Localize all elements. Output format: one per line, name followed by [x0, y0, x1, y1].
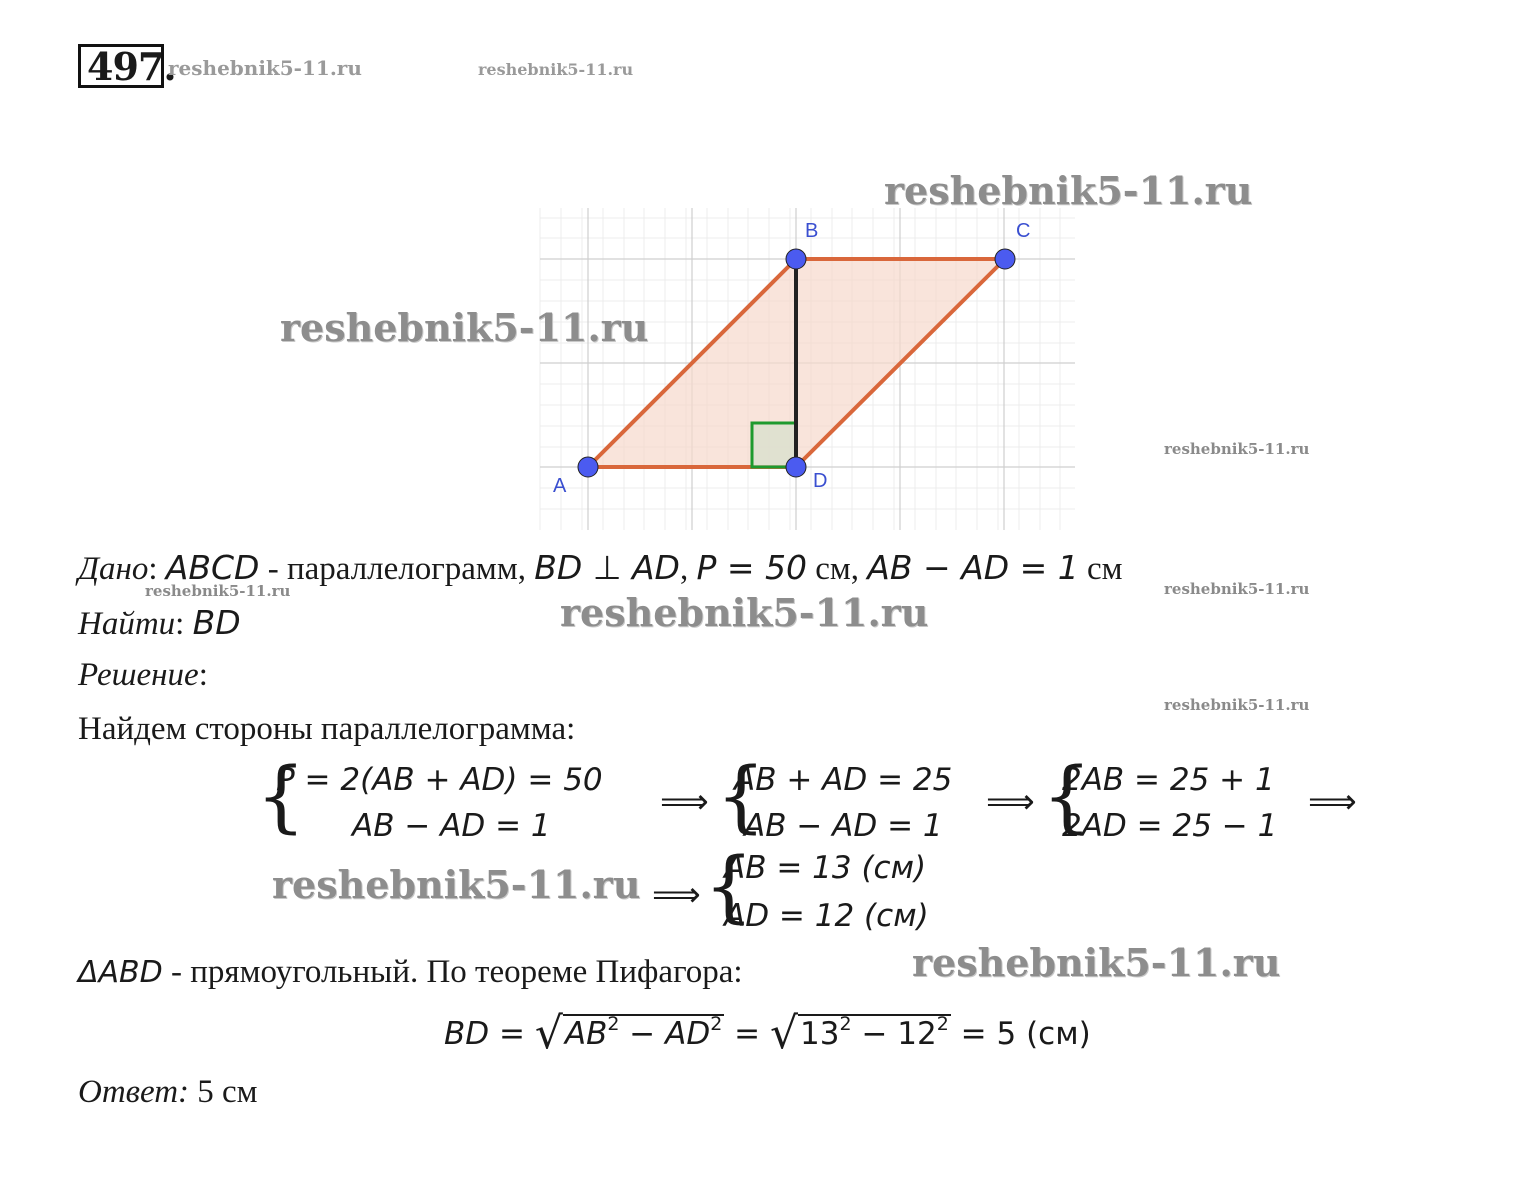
- sqrt-1: [535, 1008, 724, 1059]
- formula-eq: =: [724, 1016, 770, 1052]
- system4-row1: AB = 13 (см): [724, 850, 927, 886]
- label-c: C: [1016, 220, 1031, 242]
- watermark: reshebnik5-11.ru: [560, 590, 929, 635]
- sqrt-2: [770, 1008, 951, 1059]
- formula-13: 13: [800, 1016, 840, 1052]
- watermark: reshebnik5-11.ru: [168, 56, 362, 80]
- brace-3: {: [1042, 752, 1092, 842]
- watermark: reshebnik5-11.ru: [478, 60, 634, 79]
- exp-3: 2: [839, 1013, 852, 1035]
- system2-row2: AB − AD = 1: [744, 808, 943, 844]
- answer-value: 5 см: [189, 1074, 258, 1110]
- point-b: [786, 249, 806, 269]
- point-d: [786, 457, 806, 477]
- exp-1: 2: [607, 1013, 620, 1035]
- exp-4: 2: [936, 1013, 949, 1035]
- point-a: [578, 457, 598, 477]
- brace-2: {: [716, 752, 766, 842]
- exp-2: 2: [710, 1013, 723, 1035]
- watermark: reshebnik5-11.ru: [1164, 440, 1310, 458]
- parallelogram-figure: [530, 200, 1090, 530]
- triangle-text: - прямоугольный. По теореме Пифагора:: [162, 954, 743, 990]
- triangle-line: [78, 954, 743, 991]
- given-cm1: см,: [807, 551, 868, 587]
- find-value: BD: [192, 603, 241, 642]
- given-perp: BD ⊥ AD: [534, 548, 680, 587]
- problem-number: 497.: [78, 44, 164, 88]
- find-colon: :: [175, 606, 193, 642]
- answer-line: [78, 1074, 258, 1111]
- point-c: [995, 249, 1015, 269]
- watermark: reshebnik5-11.ru: [145, 582, 291, 600]
- watermark: reshebnik5-11.ru: [1164, 696, 1310, 714]
- solution-label: Решение: [78, 657, 199, 693]
- brace-1: {: [256, 752, 306, 842]
- system2-row1: AB + AD = 25: [734, 762, 953, 798]
- implies-2: ⟹: [986, 782, 1035, 822]
- solution-line: [78, 657, 208, 694]
- formula-12: − 12: [851, 1016, 937, 1052]
- label-b: B: [805, 220, 819, 242]
- label-a: A: [553, 475, 567, 497]
- implies-3: ⟹: [1308, 782, 1357, 822]
- implies-4: ⟹: [652, 875, 701, 915]
- given-diff: AB − AD = 1: [867, 548, 1079, 587]
- given-perimeter: P = 50: [696, 548, 807, 587]
- watermark: reshebnik5-11.ru: [884, 168, 1253, 213]
- watermark: reshebnik5-11.ru: [280, 305, 649, 350]
- given-label: Дано: [78, 551, 149, 587]
- label-d: D: [813, 470, 828, 492]
- answer-label: Ответ:: [78, 1074, 190, 1110]
- pythagoras-formula: [444, 1008, 1091, 1059]
- triangle-name: ΔABD: [78, 955, 163, 990]
- brace-4: {: [704, 842, 754, 932]
- step1-text: Найдем стороны параллелограмма:: [78, 711, 576, 747]
- system3-row2: 2AD = 25 − 1: [1062, 808, 1278, 844]
- radical-sign: √: [534, 1008, 563, 1059]
- watermark: reshebnik5-11.ru: [1164, 580, 1310, 598]
- implies-1: ⟹: [660, 782, 709, 822]
- given-cm2: см: [1078, 551, 1123, 587]
- system1-row1: P = 2(AB + AD) = 50: [276, 762, 603, 798]
- given-colon: :: [148, 551, 158, 587]
- formula-result: = 5 (см): [950, 1016, 1091, 1052]
- find-line: [78, 603, 241, 643]
- formula-ad: − AD: [619, 1016, 711, 1052]
- given-abcd: ABCD: [165, 548, 260, 587]
- given-parallelogram: - параллелограмм,: [259, 551, 535, 587]
- given-comma: ,: [679, 551, 697, 587]
- watermark: reshebnik5-11.ru: [912, 940, 1281, 985]
- system3-row1: 2AB = 25 + 1: [1062, 762, 1275, 798]
- watermark: reshebnik5-11.ru: [272, 862, 641, 907]
- solution-colon: :: [198, 657, 208, 693]
- formula-lhs: BD =: [444, 1016, 535, 1052]
- system1-row2: AB − AD = 1: [352, 808, 551, 844]
- radical-sign: √: [770, 1008, 799, 1059]
- formula-ab: AB: [564, 1016, 608, 1052]
- system4-row2: AD = 12 (см): [724, 898, 929, 934]
- find-label: Найти: [78, 606, 176, 642]
